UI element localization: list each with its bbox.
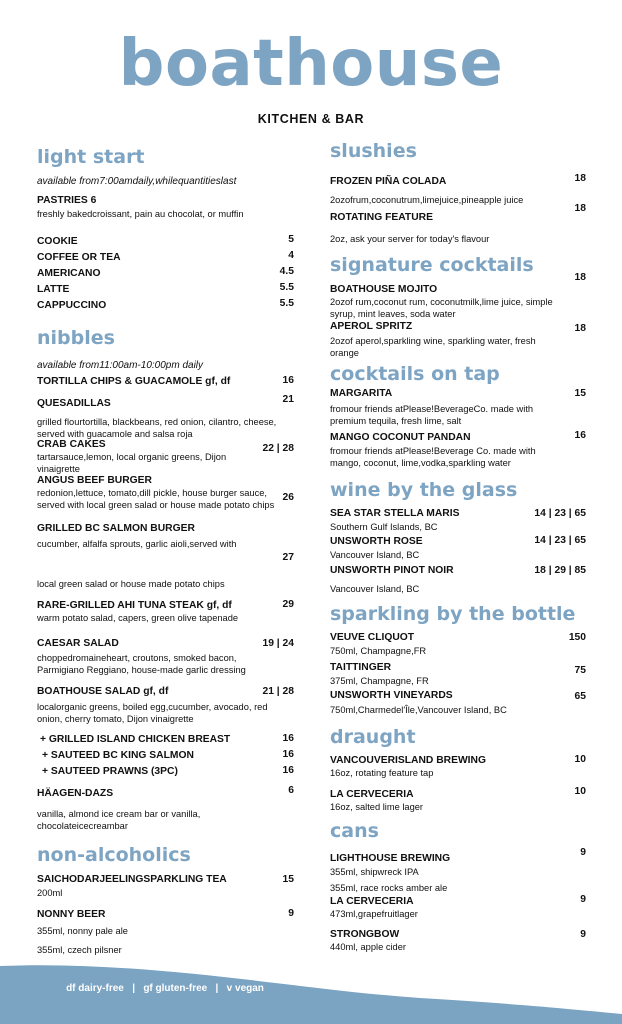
menu-item-price: 19 | 24 <box>262 638 294 649</box>
menu-item-price: 16 <box>282 765 294 776</box>
menu-item-price: 4 <box>288 250 294 261</box>
menu-item-name: CAESAR SALAD <box>37 638 119 649</box>
menu-item-desc: 355ml, czech pilsner <box>37 945 122 955</box>
menu-item-desc: 16oz, salted lime lager <box>330 802 424 812</box>
section-title-light-start: light start <box>37 146 145 168</box>
menu-item-desc: 750ml,Charmedel'Île,Vancouver Island, BC <box>330 705 507 715</box>
menu-item-name: UNSWORTH VINEYARDS <box>330 690 453 701</box>
menu-item-desc: fromour friends atPlease!BeverageCo. made with premium tequila, fresh lime, salt <box>330 404 534 426</box>
menu-item-name: STRONGBOW <box>330 929 400 940</box>
menu-item-name: COOKIE <box>37 236 78 247</box>
menu-item-name: LATTE <box>37 284 70 295</box>
menu-item-desc: Southern Gulf Islands, BC <box>330 522 438 532</box>
menu-item-name: LIGHTHOUSE BREWING <box>330 853 451 864</box>
menu-item-desc: 200ml <box>37 888 63 898</box>
menu-item-desc: 355ml, nonny pale ale <box>37 926 128 936</box>
section-note: available from7:00amdaily,whilequantitieslast <box>37 176 237 187</box>
menu-item-price: 9 <box>580 929 586 940</box>
menu-item-price: 150 <box>568 632 586 643</box>
menu-item-price: 21 | 28 <box>262 686 294 697</box>
menu-item-name: VEUVE CLIQUOT <box>330 632 415 643</box>
menu-item-name: MANGO COCONUT PANDAN <box>330 432 471 443</box>
menu-item-price: 10 <box>574 786 586 797</box>
menu-item-desc: redonion,lettuce, tomato,dill pickle, house burger sauce, served with local green salad or house made potato chips <box>37 488 275 510</box>
menu-item-price: 65 <box>574 691 586 702</box>
menu-item-name: + GRILLED ISLAND CHICKEN BREAST <box>40 734 231 745</box>
menu-item-price: 75 <box>574 665 586 676</box>
menu-item-desc: 440ml, apple cider <box>330 942 406 952</box>
menu-item-name: CAPPUCCINO <box>37 300 107 311</box>
menu-item-name: TORTILLA CHIPS & GUACAMOLE gf, df <box>37 376 231 387</box>
menu-item-desc: cucumber, alfalfa sprouts, garlic aioli,served with <box>37 539 237 549</box>
footer-wave <box>0 940 622 1024</box>
menu-item-name: MARGARITA <box>330 388 393 399</box>
section-title-cocktails-on-tap: cocktails on tap <box>330 363 500 385</box>
menu-item-name: + SAUTEED PRAWNS (3PC) <box>42 766 178 777</box>
menu-item-desc: 2ozof aperol,sparkling wine, sparkling water, fresh orange <box>330 336 536 358</box>
section-title-signature-cocktails: signature cocktails <box>330 254 534 276</box>
menu-item-price: 14 | 23 | 65 <box>534 508 586 519</box>
menu-item-price: 9 <box>288 908 294 919</box>
menu-item-name: VANCOUVERISLAND BREWING <box>330 755 486 766</box>
menu-item-name: QUESADILLAS <box>37 398 111 409</box>
menu-item-desc: freshly bakedcroissant, pain au chocolat, or muffin <box>37 209 244 219</box>
menu-item-desc: 2ozof rum,coconut rum, coconutmilk,lime juice, simple syrup, mint leaves, soda water <box>330 297 553 319</box>
menu-item-price: 16 <box>574 430 586 441</box>
menu-item-price: 9 <box>580 847 586 858</box>
menu-item-price: 10 <box>574 754 586 765</box>
menu-item-name: NONNY BEER <box>37 909 106 920</box>
menu-item-desc: local green salad or house made potato chips <box>37 579 225 589</box>
menu-item-name: ROTATING FEATURE <box>330 212 433 223</box>
section-title-sparkling-by-the-bottle: sparkling by the bottle <box>330 603 576 625</box>
menu-item-price: 4.5 <box>279 266 294 277</box>
menu-item-name: COFFEE OR TEA <box>37 252 121 263</box>
section-note: available from11:00am-10:00pm daily <box>37 360 204 371</box>
menu-item-desc: Vancouver Island, BC <box>330 550 420 560</box>
menu-item-name: FROZEN PIÑA COLADA <box>330 176 447 187</box>
menu-item-price: 18 <box>574 173 586 184</box>
section-title-cans: cans <box>330 820 379 842</box>
section-title-non-alcoholics: non-alcoholics <box>37 844 191 866</box>
menu-item-name: LA CERVECERIA <box>330 896 414 907</box>
section-title-slushies: slushies <box>330 140 417 162</box>
menu-item-price: 16 <box>282 733 294 744</box>
menu-item-name: TAITTINGER <box>330 662 392 673</box>
menu-item-price: 18 <box>574 323 586 334</box>
menu-item-desc: 2oz, ask your server for today's flavour <box>330 234 490 244</box>
menu-item-price: 22 | 28 <box>262 443 294 454</box>
section-title-nibbles: nibbles <box>37 327 115 349</box>
menu-item-desc: 355ml, race rocks amber ale <box>330 883 448 893</box>
menu-item-name: SEA STAR STELLA MARIS <box>330 508 460 519</box>
menu-item-name: PASTRIES 6 <box>37 195 97 206</box>
menu-item-price: 29 <box>282 599 294 610</box>
menu-item-name: SAICHODARJEELINGSPARKLING TEA <box>37 874 227 885</box>
menu-item-price: 18 | 29 | 85 <box>534 565 586 576</box>
section-title-draught: draught <box>330 726 416 748</box>
menu-item-desc: 355ml, shipwreck IPA <box>330 867 419 877</box>
menu-item-desc: vanilla, almond ice cream bar or vanilla, chocolateicecreambar <box>37 809 201 831</box>
menu-item-desc: 375ml, Champagne, FR <box>330 676 429 686</box>
menu-item-price: 5.5 <box>279 282 294 293</box>
menu-item-name: GRILLED BC SALMON BURGER <box>37 523 195 534</box>
menu-item-price: 18 <box>574 203 586 214</box>
menu-item-price: 5 <box>288 234 294 245</box>
menu-item-desc: Vancouver Island, BC <box>330 584 420 594</box>
menu-item-name: CRAB CAKES <box>37 439 106 450</box>
menu-item-name: UNSWORTH PINOT NOIR <box>330 565 454 576</box>
menu-item-price: 16 <box>282 749 294 760</box>
menu-item-price: 6 <box>288 785 294 796</box>
dietary-legend: df dairy-free | gf gluten-free | v vegan <box>66 983 264 994</box>
menu-item-desc: 16oz, rotating feature tap <box>330 768 434 778</box>
menu-item-price: 9 <box>580 894 586 905</box>
menu-item-desc: localorganic greens, boiled egg,cucumber, avocado, red onion, cherry tomato, Dijon vinaigrette <box>37 702 268 724</box>
menu-item-desc: 473ml,grapefruitlager <box>330 909 418 919</box>
menu-item-price: 5.5 <box>279 298 294 309</box>
menu-item-price: 14 | 23 | 65 <box>534 535 586 546</box>
menu-item-price: 16 <box>282 375 294 386</box>
menu-item-name: RARE-GRILLED AHI TUNA STEAK gf, df <box>37 600 232 611</box>
menu-item-desc: tartarsauce,lemon, local organic greens, Dijon vinaigrette <box>37 452 227 474</box>
menu-item-name: HÄAGEN-DAZS <box>37 788 114 799</box>
menu-item-desc: warm potato salad, capers, green olive tapenade <box>37 613 239 623</box>
menu-item-price: 15 <box>282 874 294 885</box>
menu-item-name: AMERICANO <box>37 268 101 279</box>
menu-item-price: 15 <box>574 388 586 399</box>
menu-item-desc: 750ml, Champagne,FR <box>330 646 427 656</box>
menu-item-desc: choppedromaineheart, croutons, smoked bacon, Parmigiano Reggiano, house-made garlic dressing <box>37 653 246 675</box>
menu-item-desc: fromour friends atPlease!Beverage Co. made with mango, coconut, lime,vodka,sparkling water <box>330 446 536 468</box>
menu-item-price: 27 <box>282 552 294 563</box>
menu-item-name: + SAUTEED BC KING SALMON <box>42 750 194 761</box>
section-title-wine-by-the-glass: wine by the glass <box>330 479 518 501</box>
menu-item-price: 18 <box>574 272 586 283</box>
menu-item-price: 21 <box>282 394 294 405</box>
menu-item-desc: 2ozofrum,coconutrum,limejuice,pineapple juice <box>330 195 524 205</box>
menu-item-name: ANGUS BEEF BURGER <box>37 475 152 486</box>
menu-item-name: LA CERVECERIA <box>330 789 414 800</box>
menu-item-name: UNSWORTH ROSE <box>330 536 423 547</box>
menu-item-desc: grilled flourtortilla, blackbeans, red onion, cilantro, cheese, served with guacamole and salsa roja <box>37 417 277 439</box>
menu-item-name: BOATHOUSE MOJITO <box>330 284 438 295</box>
menu-item-price: 26 <box>282 492 294 503</box>
menu-item-name: APEROL SPRITZ <box>330 321 413 332</box>
brand-tagline: KITCHEN & BAR <box>257 112 365 126</box>
menu-item-name: BOATHOUSE SALAD gf, df <box>37 686 169 697</box>
brand-title: boathouse <box>118 27 504 101</box>
